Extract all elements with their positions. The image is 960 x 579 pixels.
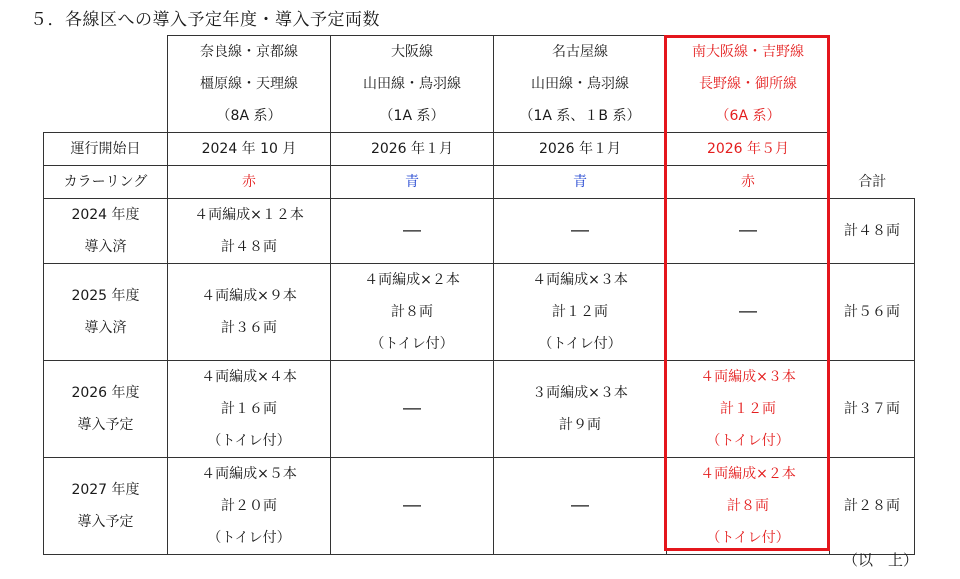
- table-cell: ―: [667, 264, 830, 361]
- table-cell: ―: [331, 361, 494, 458]
- start-date-cell: 2026 年１月: [494, 133, 667, 166]
- header-cell-osaka-line: [331, 36, 494, 133]
- table-cell: [494, 361, 667, 458]
- total-header: 合計: [830, 166, 915, 199]
- header-line: 奈良線・京都線: [200, 44, 298, 60]
- cell-line: ４両編成×２本: [364, 272, 460, 288]
- coloring-cell: 青: [331, 166, 494, 199]
- year-label: 2027 年度: [71, 482, 140, 498]
- cell-line: 計１２両: [552, 304, 608, 320]
- cell-line: 計３６両: [221, 320, 277, 336]
- header-line: （1A 系）: [379, 108, 445, 124]
- table-cell: [168, 458, 331, 555]
- section-heading: ５．各線区への導入予定年度・導入予定両数: [30, 10, 380, 30]
- cell-line: （トイレ付）: [207, 433, 291, 449]
- status-label: 導入予定: [77, 514, 134, 530]
- cell-line: ４両編成×３本: [532, 272, 628, 288]
- start-date-cell: 2026 年１月: [331, 133, 494, 166]
- table-cell: ―: [331, 458, 494, 555]
- header-line: 山田線・鳥羽線: [363, 76, 461, 92]
- cell-line: （トイレ付）: [207, 530, 291, 546]
- row-label-year: [44, 361, 168, 458]
- status-label: 導入済: [84, 239, 127, 255]
- coloring-cell: 青: [494, 166, 667, 199]
- year-row-2025: [44, 264, 915, 361]
- table-cell: [168, 199, 331, 264]
- table-cell: [168, 361, 331, 458]
- header-cell-kyoto-line: [168, 36, 331, 133]
- header-line: （1A 系、１B 系）: [519, 108, 641, 124]
- cell-line: 計８両: [391, 304, 433, 320]
- header-line: 南大阪線・吉野線: [692, 44, 804, 60]
- cell-line: ４両編成×１２本: [194, 207, 304, 223]
- status-label: 導入予定: [77, 417, 134, 433]
- table-cell: [331, 264, 494, 361]
- row-label-year: [44, 264, 168, 361]
- table-cell: ―: [667, 199, 830, 264]
- cell-line: ４両編成×４本: [201, 369, 297, 385]
- table-cell: ―: [494, 199, 667, 264]
- coloring-cell: 赤: [667, 166, 830, 199]
- row-label-coloring: カラーリング: [44, 166, 168, 199]
- total-blank: [830, 36, 915, 133]
- cell-line: 計１２両: [720, 401, 776, 417]
- table-cell: ―: [331, 199, 494, 264]
- year-row-2026: [44, 361, 915, 458]
- cell-line: ４両編成×３本: [700, 369, 796, 385]
- year-label: 2025 年度: [71, 288, 140, 304]
- start-date-cell: 2026 年５月: [667, 133, 830, 166]
- header-line: 橿原線・天理線: [200, 76, 298, 92]
- status-label: 導入済: [84, 320, 127, 336]
- cell-line: ４両編成×５本: [201, 466, 297, 482]
- cell-line: （トイレ付）: [370, 336, 454, 352]
- coloring-cell: 赤: [168, 166, 331, 199]
- cell-line: ３両編成×３本: [532, 385, 628, 401]
- header-line: 山田線・鳥羽線: [531, 76, 629, 92]
- cell-line: 計４８両: [221, 239, 277, 255]
- coloring-row: [44, 166, 915, 199]
- header-row: [44, 36, 915, 133]
- cell-line: ４両編成×２本: [700, 466, 796, 482]
- year-row-2027: [44, 458, 915, 555]
- start-date-cell: 2024 年 10 月: [168, 133, 331, 166]
- total-cell: 計５６両: [830, 264, 915, 361]
- table-cell: [494, 264, 667, 361]
- cell-line: （トイレ付）: [538, 336, 622, 352]
- total-cell: 計４８両: [830, 199, 915, 264]
- header-line: 長野線・御所線: [699, 76, 797, 92]
- table-cell: [667, 361, 830, 458]
- row-label-year: [44, 458, 168, 555]
- cell-line: 計８両: [727, 498, 769, 514]
- cell-line: （トイレ付）: [706, 530, 790, 546]
- table-cell: [168, 264, 331, 361]
- cell-line: 計１６両: [221, 401, 277, 417]
- closing-mark: （以 上）: [842, 551, 918, 569]
- cell-line: 計２０両: [221, 498, 277, 514]
- total-blank: [830, 133, 915, 166]
- year-label: 2026 年度: [71, 385, 140, 401]
- row-label-start-date: 運行開始日: [44, 133, 168, 166]
- start-date-row: [44, 133, 915, 166]
- introduction-table: [43, 35, 915, 555]
- header-line: 大阪線: [391, 44, 433, 60]
- total-cell: 計２８両: [830, 458, 915, 555]
- header-line: （6A 系）: [715, 108, 781, 124]
- cell-line: （トイレ付）: [706, 433, 790, 449]
- year-label: 2024 年度: [71, 207, 140, 223]
- row-label-year: [44, 199, 168, 264]
- table-cell: ―: [494, 458, 667, 555]
- table-cell: [667, 458, 830, 555]
- header-cell-nagoya-line: [494, 36, 667, 133]
- header-line: 名古屋線: [552, 44, 608, 60]
- cell-line: ４両編成×９本: [201, 288, 297, 304]
- year-row-2024: [44, 199, 915, 264]
- header-line: （8A 系）: [216, 108, 282, 124]
- corner-blank: [44, 36, 168, 133]
- total-cell: 計３７両: [830, 361, 915, 458]
- header-cell-minami-osaka-line: [667, 36, 830, 133]
- cell-line: 計９両: [559, 417, 601, 433]
